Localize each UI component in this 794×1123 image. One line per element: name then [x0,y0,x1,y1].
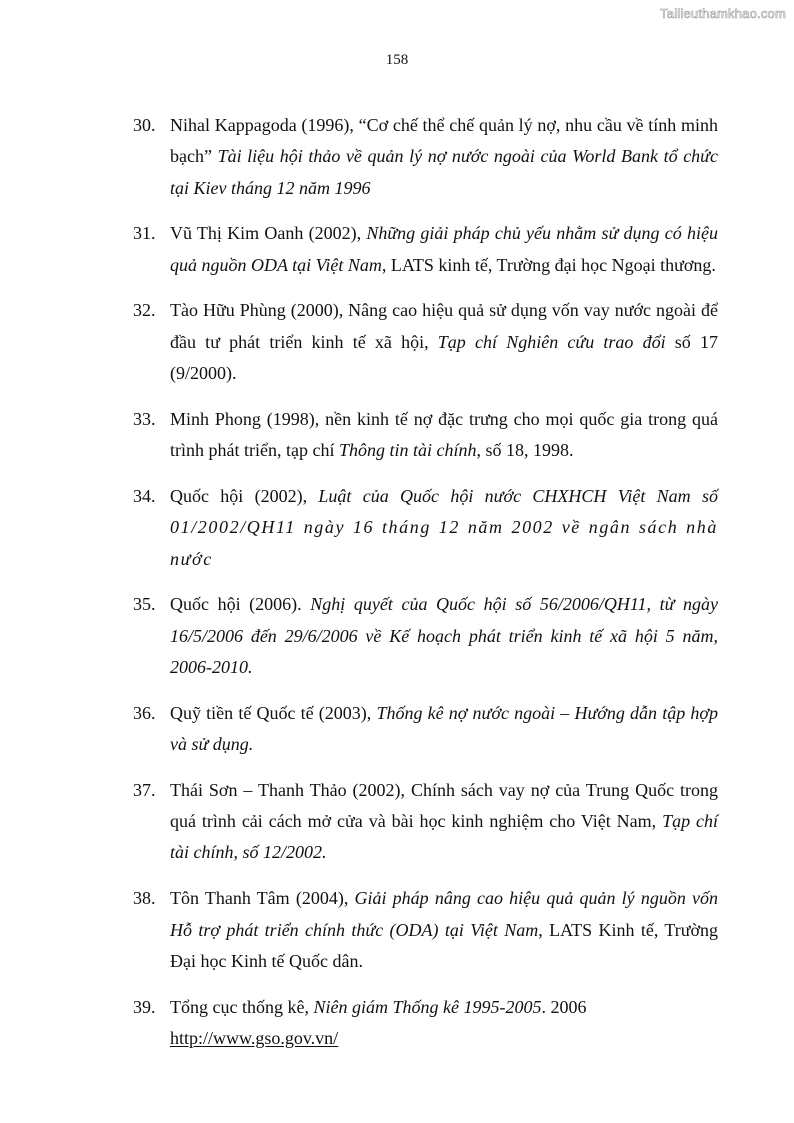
reference-number: 32. [133,300,156,321]
reference-number: 34. [133,485,156,506]
reference-item [133,481,718,575]
reference-number: 36. [133,702,156,723]
reference-item [133,404,718,467]
reference-title: Thống kê nợ nước ngoài – Hướng dẫn tập hợp và sử dụng. [170,702,718,755]
watermark: Tailieuthamkhao.com [660,6,786,21]
reference-title: Luật của Quốc hội nước CHXHCH Việt Nam số [318,485,718,506]
reference-text: Tôn Thanh Tâm (2004), [170,888,355,909]
reference-item [133,992,718,1055]
reference-title: Những giải pháp chủ yếu nhằm sử dụng có hiệu quả nguồn ODA tại Việt Nam [170,223,718,275]
reference-text: số 17 (9/2000). [170,331,719,384]
reference-text: , LATS Kinh tế, Trường Đại học Kinh tế Quốc dân. [170,919,718,971]
reference-number: 37. [133,779,156,800]
reference-text: . 2006 [541,996,587,1017]
reference-text: , LATS kinh tế, Trường đại học Ngoại thương. [381,254,716,275]
reference-title: 01/2002/QH11 ngày 16 tháng 12 năm 2002 về ngân sách nhà nước [170,517,718,569]
reference-text: , số 18, 1998. [476,440,574,461]
reference-list [133,110,718,1069]
reference-number: 39. [133,996,156,1017]
reference-title: Nghị quyết của Quốc hội số 56/2006/QH11, từ ngày 16/5/2006 đến 29/6/2006 về Kế hoạch phát triển kinh tế xã hội 5 năm, 2006-2010. [170,594,718,677]
reference-item [133,295,718,389]
reference-text: Quốc hội (2006). [170,594,311,615]
reference-number: 35. [133,594,156,615]
reference-number: 33. [133,408,156,429]
reference-text: Tổng cục thống kê, [170,996,314,1017]
reference-text: Minh Phong (1998), nền kinh tế nợ đặc trưng cho mọi quốc gia trong quá trình phát triển, tạp chí [170,408,718,461]
gso-website-link[interactable]: http://www.gso.gov.vn/ [170,1027,339,1048]
reference-item [133,218,718,281]
reference-number: 30. [133,115,156,135]
reference-title: Tạp chí tài chính, số 12/2002. [170,811,718,863]
reference-number: 38. [133,888,156,909]
reference-title: Thông tin tài chính [338,440,477,461]
reference-text: Quỹ tiền tế Quốc tế (2003), [170,702,377,723]
reference-item [133,110,718,204]
page-number: 158 [385,52,409,68]
reference-item [133,589,718,683]
reference-number: 31. [133,223,156,244]
reference-text: Thái Sơn – Thanh Thảo (2002), Chính sách vay nợ của Trung Quốc trong quá trình cải cách mở cửa và bài học kinh nghiệm cho Việt Nam, [170,779,718,832]
reference-item [133,698,718,761]
reference-title: Niên giám Thống kê 1995-2005 [313,996,542,1017]
reference-title: Giải pháp nâng cao hiệu quả quản lý nguồn vốn Hỗ trợ phát triển chính thức (ODA) tại Việt Nam [170,888,718,940]
reference-text: Nihal Kappagoda (1996), “Cơ chế thể chế quản lý nợ, nhu cầu về tính minh bạch” [170,115,718,167]
reference-title: Tạp chí Nghiên cứu trao đổi [437,331,666,352]
reference-item [133,883,718,977]
reference-text: Quốc hội (2002), [170,485,319,506]
reference-title: Tài liệu hội thảo về quản lý nợ nước ngoài của World Bank tổ chức tại Kiev tháng 12 năm 1996 [170,146,718,198]
reference-text: Vũ Thị Kim Oanh (2002), [170,223,367,244]
reference-item [133,775,718,869]
reference-text: Tào Hữu Phùng (2000), Nâng cao hiệu quả sử dụng vốn vay nước ngoài để đầu tư phát triển kinh tế xã hội, [170,300,718,352]
